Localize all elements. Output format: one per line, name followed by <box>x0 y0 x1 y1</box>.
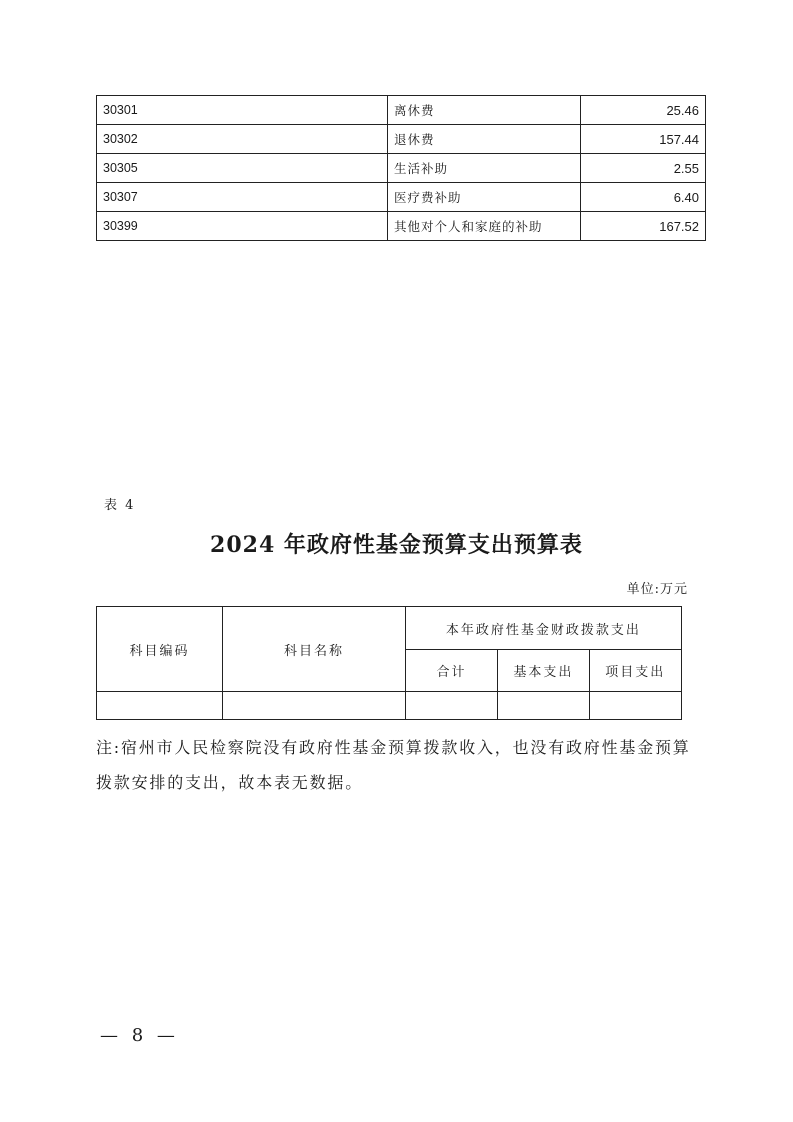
table-row <box>97 212 706 241</box>
table-header-row <box>97 607 682 650</box>
amount-cell: 167.52 <box>581 212 706 241</box>
subject-code-cell: 30399 <box>97 212 388 241</box>
header-basic-expenditure: 基本支出 <box>498 650 589 692</box>
subject-name-cell: 离休费 <box>388 96 581 125</box>
subject-name-cell: 生活补助 <box>388 154 581 183</box>
header-fund-appropriation-group: 本年政府性基金财政拨款支出 <box>405 607 681 650</box>
table-row <box>97 692 682 720</box>
table-number-label: 表 4 <box>104 498 136 513</box>
subject-name-cell: 其他对个人和家庭的补助 <box>388 212 581 241</box>
subject-code-cell: 30302 <box>97 125 388 154</box>
amount-cell: 2.55 <box>581 154 706 183</box>
header-total: 合计 <box>405 650 497 692</box>
table-row <box>97 154 706 183</box>
header-subject-name: 科目名称 <box>223 607 406 692</box>
subject-code-cell: 30307 <box>97 183 388 212</box>
continuation-table <box>96 95 706 241</box>
table-row <box>97 96 706 125</box>
empty-cell <box>97 692 223 720</box>
subject-name-cell: 医疗费补助 <box>388 183 581 212</box>
empty-cell <box>405 692 497 720</box>
amount-cell: 157.44 <box>581 125 706 154</box>
amount-cell: 6.40 <box>581 183 706 212</box>
empty-cell <box>498 692 589 720</box>
amount-cell: 25.46 <box>581 96 706 125</box>
subject-name-cell: 退休费 <box>388 125 581 154</box>
header-project-expenditure: 项目支出 <box>589 650 681 692</box>
table-row <box>97 125 706 154</box>
subject-code-cell: 30301 <box>97 96 388 125</box>
table-note: 注:宿州市人民检察院没有政府性基金预算拨款收入，也没有政府性基金预算拨款安排的支出，故本表无数据。 <box>96 738 691 792</box>
fund-budget-table <box>96 606 682 720</box>
empty-cell <box>223 692 406 720</box>
header-subject-code: 科目编码 <box>97 607 223 692</box>
page-title: 2024 年政府性基金预算支出预算表 <box>210 532 583 558</box>
subject-code-cell: 30305 <box>97 154 388 183</box>
table-row <box>97 183 706 212</box>
unit-label: 单位:万元 <box>626 582 688 597</box>
page-number: — 8 — <box>100 1025 179 1046</box>
empty-cell <box>589 692 681 720</box>
